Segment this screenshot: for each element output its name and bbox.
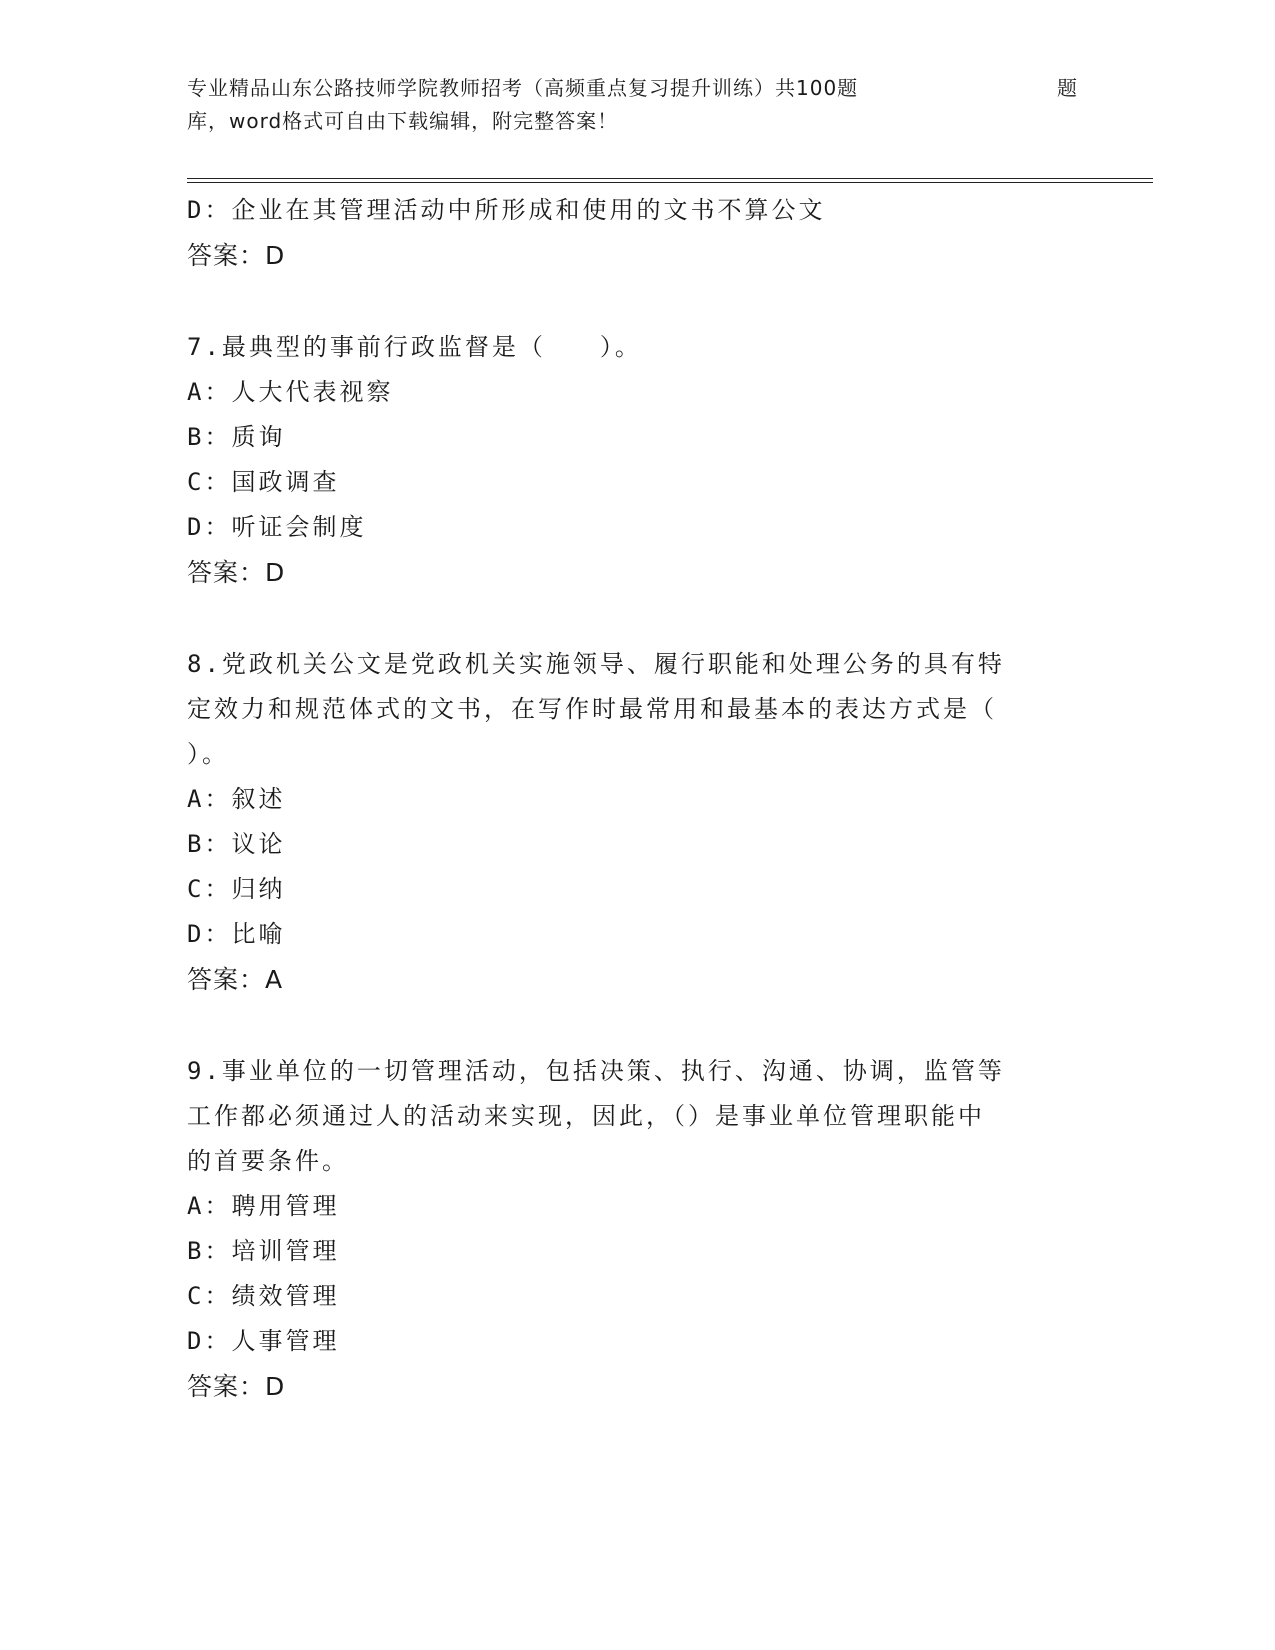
question-8-option-b: B：议论 <box>187 830 286 858</box>
question-9-stem-line-3: 的首要条件。 <box>187 1147 349 1175</box>
prev-option-d: D：企业在其管理活动中所形成和使用的文书不算公文 <box>187 196 826 224</box>
header-tail: 题 <box>1057 76 1078 100</box>
question-9-option-b: B：培训管理 <box>187 1237 340 1265</box>
question-7-stem: 7.最典型的事前行政监督是（ ）。 <box>187 333 642 361</box>
question-9-option-c: C：绩效管理 <box>187 1282 340 1310</box>
page-header <box>187 72 1087 138</box>
question-7-option-c: C：国政调查 <box>187 468 340 496</box>
spacer <box>187 278 1067 325</box>
question-8 <box>187 642 1067 1002</box>
question-content <box>187 188 1067 1409</box>
spacer <box>187 595 1067 642</box>
header-divider-top <box>187 178 1153 179</box>
question-9-stem-line-2: 工作都必须通过人的活动来实现，因此，（）是事业单位管理职能中 <box>187 1102 985 1130</box>
question-9-option-a: A：聘用管理 <box>187 1192 340 1220</box>
question-8-answer: 答案：A <box>187 965 284 994</box>
question-8-option-c: C：归纳 <box>187 875 286 903</box>
question-9-answer: 答案：D <box>187 1372 286 1401</box>
question-8-stem-line-2: 定效力和规范体式的文书，在写作时最常用和最基本的表达方式是（ <box>187 695 997 723</box>
prev-answer: 答案：D <box>187 241 286 270</box>
header-title: 专业精品山东公路技师学院教师招考（高频重点复习提升训练）共100题 <box>187 76 859 100</box>
question-7 <box>187 325 1067 595</box>
question-7-option-b: B：质询 <box>187 423 286 451</box>
question-9 <box>187 1049 1067 1409</box>
question-7-option-d: D：听证会制度 <box>187 513 367 541</box>
question-8-stem-line-3: ）。 <box>187 740 229 768</box>
question-9-stem-line-1: 9.事业单位的一切管理活动，包括决策、执行、沟通、协调，监管等 <box>187 1057 1005 1085</box>
header-divider-bottom <box>187 182 1153 183</box>
question-9-option-d: D：人事管理 <box>187 1327 340 1355</box>
question-8-option-a: A：叙述 <box>187 785 286 813</box>
question-7-option-a: A：人大代表视察 <box>187 378 394 406</box>
question-8-stem-line-1: 8.党政机关公文是党政机关实施领导、履行职能和处理公务的具有特 <box>187 650 1005 678</box>
question-8-option-d: D：比喻 <box>187 920 286 948</box>
header-line-1 <box>187 72 1087 105</box>
question-7-answer: 答案：D <box>187 558 286 587</box>
spacer <box>187 1002 1067 1049</box>
header-line-2: 库，word格式可自由下载编辑，附完整答案！ <box>187 109 619 133</box>
